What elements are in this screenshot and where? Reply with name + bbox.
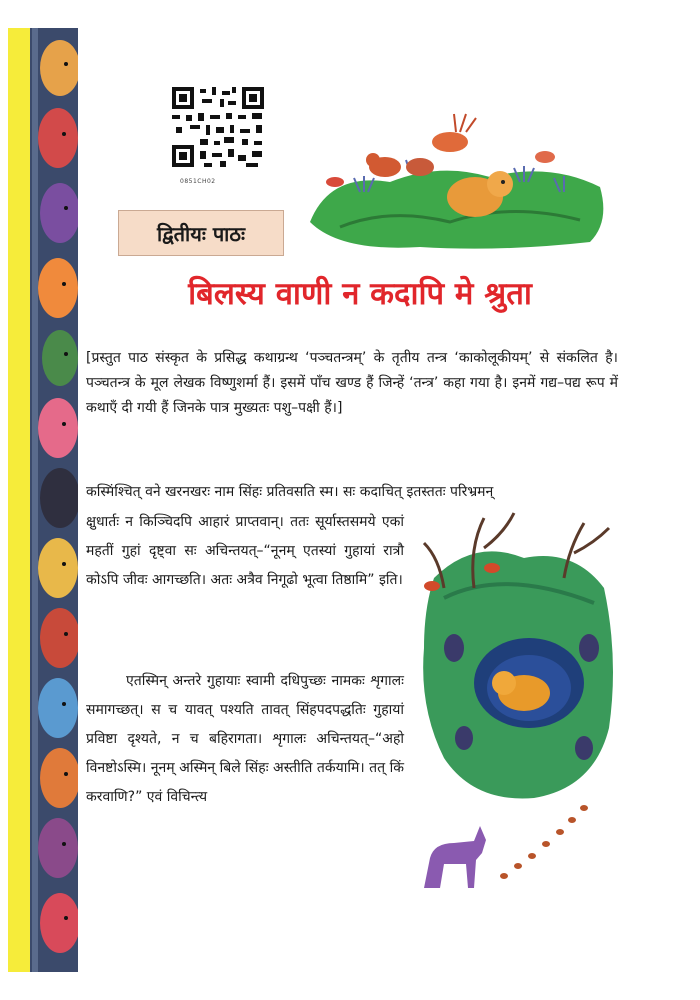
qr-code-icon[interactable] [168, 85, 268, 170]
lesson-title: बिलस्य वाणी न कदापि मे श्रुता [188, 276, 532, 312]
story-paragraph-1: क्षुधार्तः न किञ्चिदपि आहारं प्राप्तवान्। ततः सूर्यास्तसमये एकां महतीं गुहां दृष्ट्वा सः अचिन्तयत्–“नूनम् एतस्यां गुहायां रात्रौ कोऽपि जीवः आगच्छति। अतः अत्रैव निगूढो भूत्वा तिष्ठामि” इति। [86, 514, 404, 588]
intro-paragraph: [प्रस्तुत पाठ संस्कृत के प्रसिद्ध कथाग्रन्थ ‘पञ्चतन्त्रम्’ के तृतीय तन्त्र ‘काकोलूकीयम्’ से संकलित है। पञ्चतन्त्र के मूल लेखक विष्णुशर्मा हैं। इसमें पाँच खण्ड हैं जिन्हें ‘तन्त्र’ कहा गया है। इनमें गद्य–पद्य रूप में कथाएँ दी गयी हैं जिनके पात्र मुख्यतः पशु–पक्षी हैं।] [86, 350, 618, 416]
qr-code-label: 0851CH02 [180, 178, 216, 185]
forest-animals-illustration [300, 102, 610, 252]
story-paragraph-1-first-line: कस्मिंश्चित् वने खरनखरः नाम सिंहः प्रतिवसति स्म। सः कदाचित् इतस्ततः परिभ्रमन् [86, 484, 494, 500]
story-paragraph-2: एतस्मिन् अन्तरे गुहायाः स्वामी दधिपुच्छः नामकः शृगालः समागच्छत्। स च यावत् पश्यति तावत् सिंहपदपद्धतिः गुहायां प्रविष्टा दृश्यते, न च बहिरागता। शृगालः अचिन्तयत्–“अहो विनष्टोऽस्मि। नूनम् अस्मिन् बिले सिंहः अस्तीति तर्कयामि। तत् किं करवाणि?” एवं विचिन्त्य [86, 673, 404, 805]
lesson-number-box: द्वितीयः पाठः [118, 210, 284, 256]
cave-lion-jackal-illustration [414, 508, 618, 898]
yellow-margin-strip [8, 28, 30, 972]
decorative-animal-border [30, 28, 78, 972]
